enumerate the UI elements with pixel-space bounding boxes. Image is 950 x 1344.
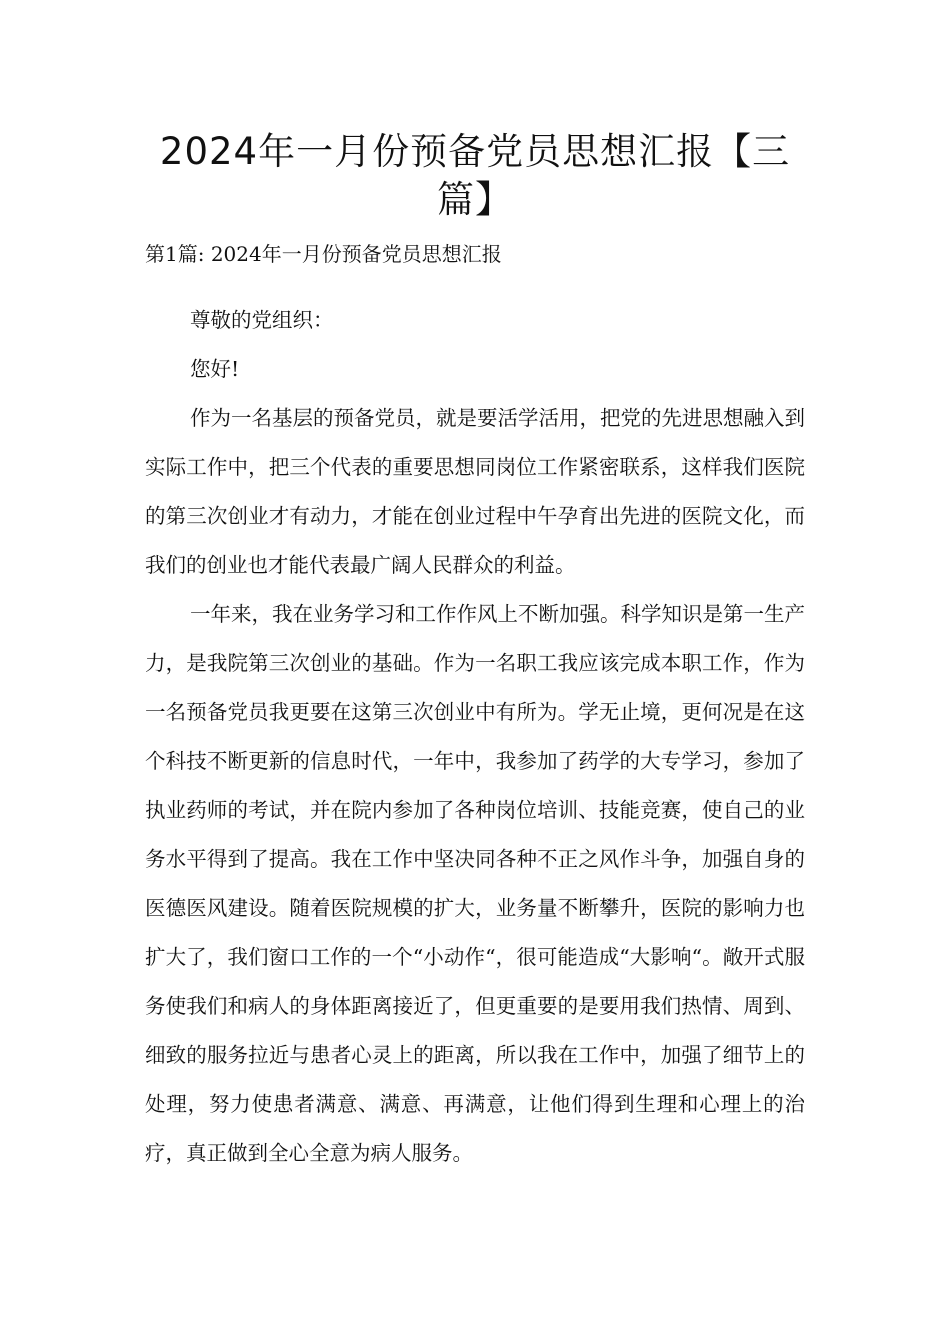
salutation: 尊敬的党组织：	[190, 308, 334, 332]
body-paragraph-2: 一年来，我在业务学习和工作作风上不断加强。科学知识是第一生产力，是我院第三次创业的基础。作为一名职工我应该完成本职工作，作为一名预备党员我更要在这第三次创业中有所为。学无止境，更何况是在这个科技不断更新的信息时代，一年中，我参加了药学的大专学习，参加了执业药师的考试，并在院内参加了各种岗位培训、技能竞赛，使自己的业务水平得到了提高。我在工作中坚决同各种不正之风作斗争，加强自身的医德医风建设。随着医院规模的扩大，业务量不断攀升，医院的影响力也扩大了，我们窗口工作的一个“小动作“，很可能造成“大影响“。敞开式服务使我们和病人的身体距离接近了，但更重要的是要用我们热情、周到、细致的服务拉近与患者心灵上的距离，所以我在工作中，加强了细节上的处理，努力使患者满意、满意、再满意，让他们得到生理和心理上的治疗，真正做到全心全意为病人服务。	[145, 602, 805, 1165]
body-paragraph-1: 作为一名基层的预备党员，就是要活学活用，把党的先进思想融入到实际工作中，把三个代表的重要思想同岗位工作紧密联系，这样我们医院的第三次创业才有动力，才能在创业过程中午孕育出先进的医院文化，而我们的创业也才能代表最广阔人民群众的利益。	[145, 406, 805, 577]
section-subtitle: 第1篇: 2024年一月份预备党员思想汇报	[145, 242, 502, 266]
document-title: 2024年一月份预备党员思想汇报【三篇】	[159, 130, 791, 221]
document-page	[145, 128, 805, 1178]
greeting: 您好!	[190, 357, 240, 381]
